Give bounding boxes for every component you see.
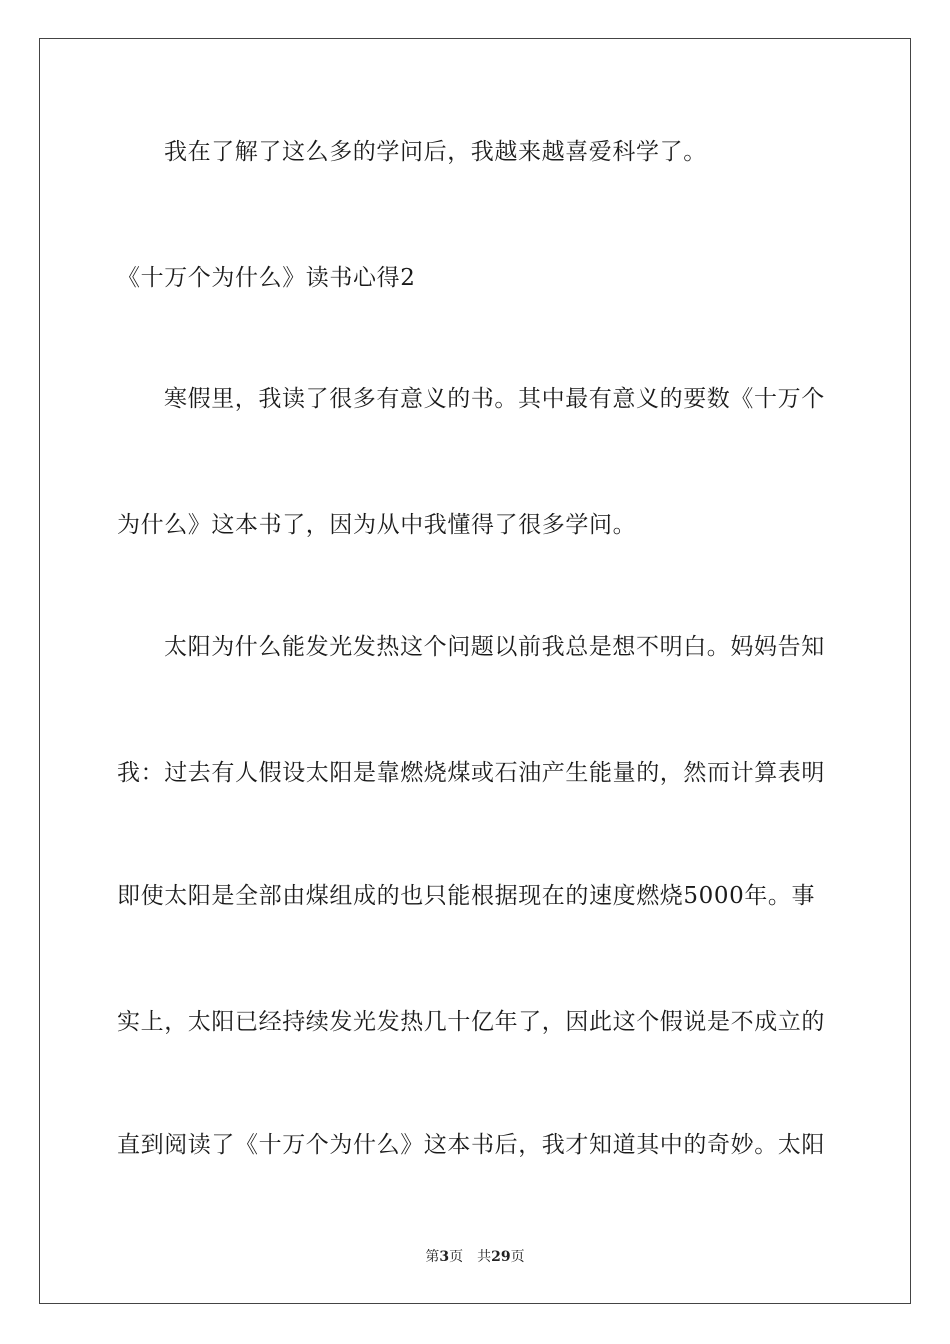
paragraph-line: 即使太阳是全部由煤组成的也只能根据现在的速度燃烧5000年。事 <box>117 883 816 909</box>
paragraph-line: 太阳为什么能发光发热这个问题以前我总是想不明白。妈妈告知 <box>164 634 825 660</box>
paragraph-line: 为什么》这本书了，因为从中我懂得了很多学问。 <box>117 512 637 538</box>
total-prefix: 共 <box>477 1249 492 1265</box>
page-suffix: 页 <box>449 1249 464 1265</box>
page-prefix: 第 <box>425 1249 440 1265</box>
paragraph-line: 实上，太阳已经持续发光发热几十亿年了，因此这个假说是不成立的 <box>117 1009 825 1035</box>
paragraph-line: 寒假里，我读了很多有意义的书。其中最有意义的要数《十万个 <box>164 386 825 412</box>
paragraph-line: 我：过去有人假设太阳是靠燃烧煤或石油产生能量的，然而计算表明 <box>117 760 825 786</box>
total-suffix: 页 <box>510 1249 525 1265</box>
section-heading: 《十万个为什么》读书心得2 <box>117 265 416 291</box>
total-page-count: 29 <box>491 1249 511 1265</box>
page-footer <box>0 1247 950 1267</box>
current-page-number: 3 <box>439 1249 450 1265</box>
paragraph-line: 直到阅读了《十万个为什么》这本书后，我才知道其中的奇妙。太阳 <box>117 1132 825 1158</box>
paragraph-line: 我在了解了这么多的学问后，我越来越喜爱科学了。 <box>164 139 707 165</box>
page-border <box>39 38 911 1304</box>
